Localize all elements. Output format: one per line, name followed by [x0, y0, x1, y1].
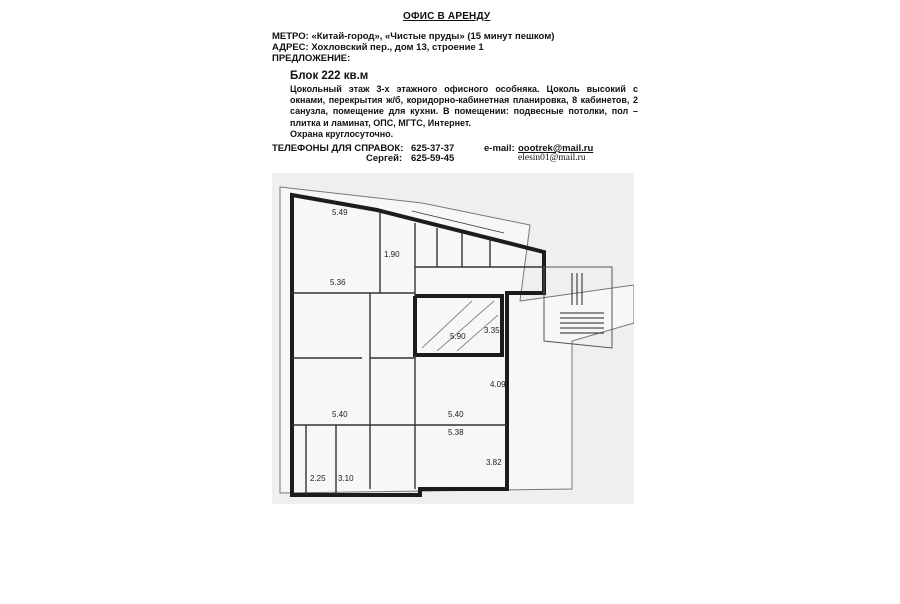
room-label: 5.40 [332, 410, 348, 419]
metro-line: МЕТРО: «Китай-город», «Чистые пруды» (15 минут пешком) [272, 31, 555, 42]
sergey-label: Сергей: [366, 153, 403, 164]
email-label: e-mail: [484, 143, 515, 154]
offer-label: ПРЕДЛОЖЕНИЕ: [272, 53, 351, 64]
email-2: elesin01@mail.ru [518, 153, 586, 163]
phone-1: 625-37-37 [411, 143, 455, 154]
address-line: АДРЕС: Хохловский пер., дом 13, строение 1 [272, 42, 484, 53]
room-label: 2.25 [310, 474, 326, 483]
room-label: 4.09 [490, 380, 506, 389]
room-label: 3.82 [486, 458, 502, 467]
floor-plan-drawing [272, 173, 634, 504]
block-title: Блок 222 кв.м [290, 70, 369, 82]
phones-label: ТЕЛЕФОНЫ ДЛЯ СПРАВОК: [272, 143, 404, 154]
room-label: 5.49 [332, 208, 348, 217]
page-title: ОФИС В АРЕНДУ [403, 11, 491, 22]
room-label: 5.90 [450, 332, 466, 341]
email-link-1[interactable]: oootrek@mail.ru [518, 143, 594, 154]
room-label: 5.38 [448, 428, 464, 437]
phone-2: 625-59-45 [411, 153, 455, 164]
security-note: Охрана круглосуточно. [290, 128, 394, 139]
room-label: 1.90 [384, 250, 400, 259]
floor-plan [272, 173, 634, 504]
room-label: 5.36 [330, 278, 346, 287]
room-label: 3.35 [484, 326, 500, 335]
room-label: 5.40 [448, 410, 464, 419]
block-description [290, 84, 638, 140]
room-label: 3.10 [338, 474, 354, 483]
description-paragraph: Цокольный этаж 3-х этажного офисного особняка. Цоколь высокий с окнами, перекрытия ж/б, коридорно-кабинетная планировка, 8 кабинетов, 2 санузла, помещение для кухни. В помещении: подвесные потолки, пол – плитка и ламинат, ОПС, МГТС, Интернет. [290, 84, 638, 128]
